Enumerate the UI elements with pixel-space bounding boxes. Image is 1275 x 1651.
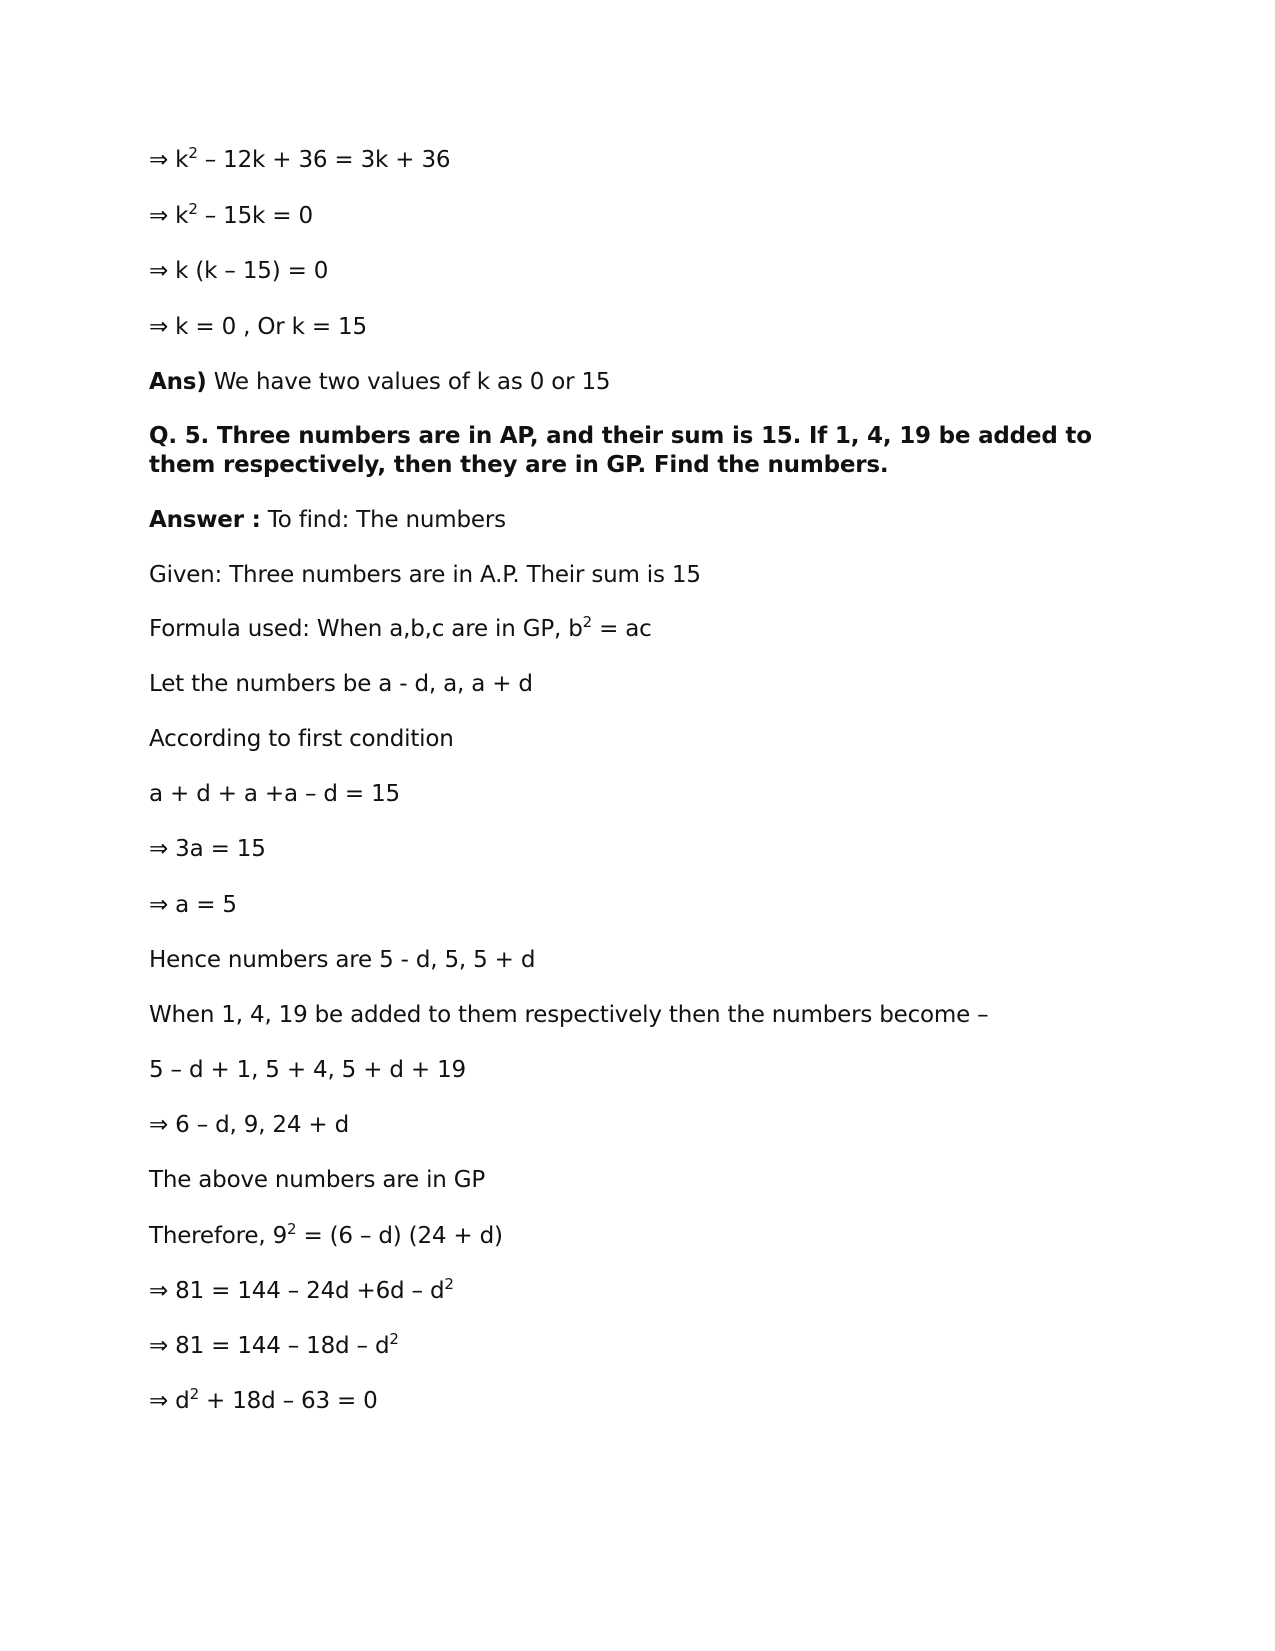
equation-line: ⇒ $d^2 + 18d - 63 = 0$ [149,1385,378,1414]
text-line: When 1, 4, 19 be added to them respectively then the numbers become – [149,1002,989,1028]
equation-line: ⇒ 6 – d, 9, 24 + d [149,1112,349,1138]
answer-label: Answer : [149,507,261,533]
equation-line: ⇒ $81 = 144 - 24d +6d - d^2$ [149,1275,454,1304]
answer-intro: Answer : To find: The numbers [149,507,506,533]
equation-line: ⇒ $81 = 144 - 18d - d^2$ [149,1330,399,1359]
formula-line: Formula used: When a,b,c are in GP, $b^2$ = ac [149,613,652,642]
equation-line: ⇒ 3a = 15 [149,836,266,862]
answer-summary: Ans) We have two values of k as 0 or 15 [149,369,611,395]
text-line: According to first condition [149,726,454,752]
equation-line: ⇒ a = 5 [149,892,237,918]
text-line: Let the numbers be a - d, a, a + d [149,671,533,697]
text-line: The above numbers are in GP [149,1167,486,1193]
text-line: Hence numbers are 5 - d, 5, 5 + d [149,947,536,973]
equation-line: ⇒ k (k – 15) = 0 [149,258,329,284]
equation-line: Therefore, $9^2 = (6 - d) (24 + d)$ [149,1220,503,1249]
text-line: Given: Three numbers are in A.P. Their sum is 15 [149,562,701,588]
equation-line: ⇒ $k^2 - 12k + 36 = 3k + 36$ [149,144,451,173]
equation-line: 5 – d + 1, 5 + 4, 5 + d + 19 [149,1057,466,1083]
question-heading: Q. 5. Three numbers are in AP, and their sum is 15. If 1, 4, 19 be added to them respectively, then they are in GP. Find the numbers. [149,423,1092,478]
answer-label: Ans) [149,369,207,395]
equation-line: a + d + a +a – d = 15 [149,781,400,807]
equation-line: ⇒ $k^2 - 15k = 0$ [149,200,313,229]
equation-line: ⇒ k = 0 , Or k = 15 [149,314,367,340]
